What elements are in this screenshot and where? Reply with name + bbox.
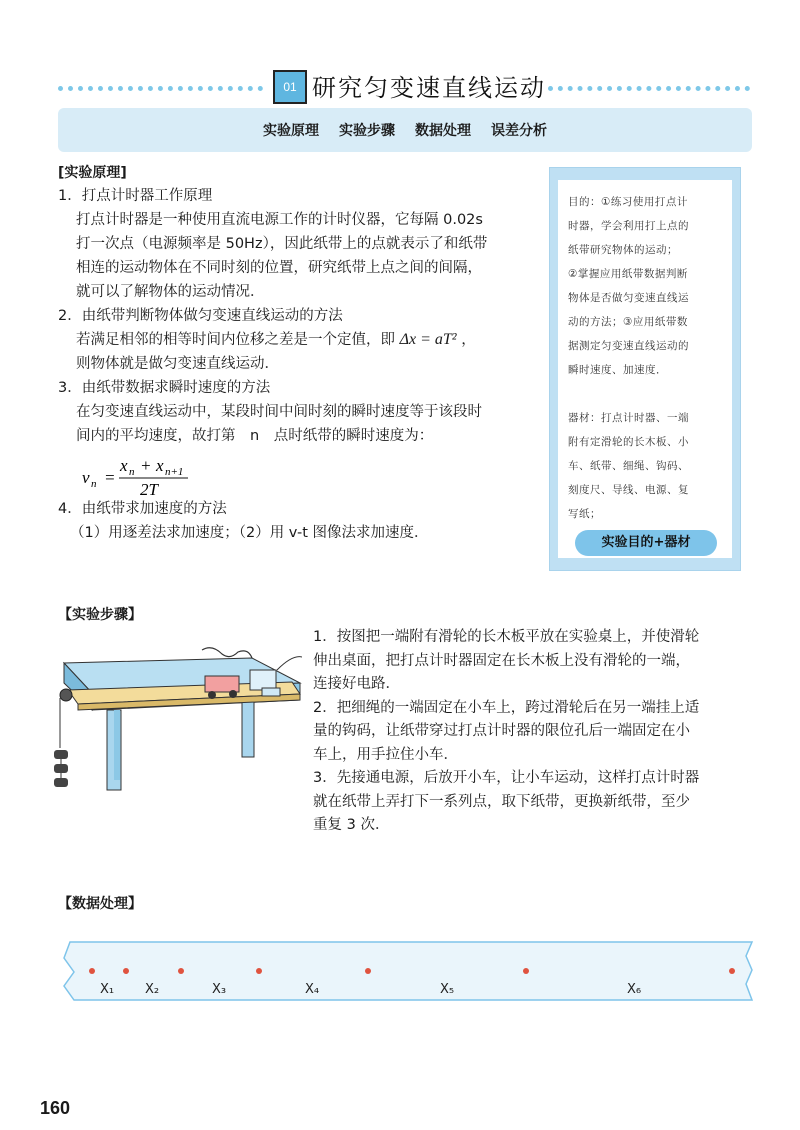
paper-tape-svg bbox=[62, 938, 758, 1006]
formula-xa: x bbox=[120, 456, 128, 475]
tape-dot bbox=[256, 968, 262, 974]
tape-dot bbox=[365, 968, 371, 974]
item2-title: 2．由纸带判断物体做匀变速直线运动的方法 bbox=[58, 308, 343, 324]
header-dotted-line-left bbox=[58, 86, 263, 91]
formula-v: v bbox=[82, 468, 90, 487]
tape-dot bbox=[729, 968, 735, 974]
side-line: 瞬时速度、加速度． bbox=[568, 364, 667, 376]
velocity-formula-svg bbox=[82, 455, 212, 499]
tape-label-x1: X₁ bbox=[100, 982, 115, 997]
side-line: 据测定匀变速直线运动的 bbox=[568, 340, 689, 352]
data-heading: 【数据处理】 bbox=[58, 896, 142, 912]
side-line: 写纸； bbox=[568, 508, 601, 520]
item1-line: 就可以了解物体的运动情况． bbox=[76, 284, 265, 300]
step-line: 3．先接通电源，后放开小车，让小车运动，这样打点计时器 bbox=[313, 770, 700, 786]
svg-text:=: = bbox=[104, 468, 116, 487]
item2-line: 则物体就是做匀变速直线运动． bbox=[76, 356, 279, 372]
nav-item-steps[interactable]: 实验步骤 bbox=[339, 123, 395, 139]
item3-title: 3．由纸带数据求瞬时速度的方法 bbox=[58, 380, 271, 396]
side-line: 纸带研究物体的运动； bbox=[568, 244, 678, 256]
principle-body bbox=[58, 184, 538, 448]
side-line: 器材：打点计时器、一端 bbox=[568, 412, 689, 424]
item3-line: 间内的平均速度，故打第 n 点时纸带的瞬时速度为： bbox=[76, 428, 434, 444]
side-line: 目的：①练习使用打点计 bbox=[568, 196, 688, 208]
tape-label-x2: X₂ bbox=[145, 982, 160, 997]
tape-dot bbox=[89, 968, 95, 974]
purpose-equipment-button[interactable]: 实验目的+器材 bbox=[575, 530, 717, 556]
formula-den: 2T bbox=[140, 480, 158, 499]
formula-plus: + bbox=[140, 456, 152, 475]
tape-dot bbox=[178, 968, 184, 974]
topic-nav-bar bbox=[58, 108, 752, 152]
step-line: 2．把细绳的一端固定在小车上，跨过滑轮后在另一端挂上适 bbox=[313, 699, 700, 716]
page-number: 160 bbox=[40, 1098, 71, 1118]
step-line: 连接好电路． bbox=[313, 676, 400, 692]
nav-item-principle[interactable]: 实验原理 bbox=[263, 123, 319, 139]
item1-line: 打点计时器是一种使用直流电源工作的计时仪器，它每隔 0.02s bbox=[76, 212, 483, 228]
step-line: 重复 3 次． bbox=[313, 817, 390, 833]
side-line: 车、纸带、细绳、钩码、 bbox=[568, 460, 689, 472]
step-line: 1．按图把一端附有滑轮的长木板平放在实验桌上，并使滑轮 bbox=[313, 629, 700, 645]
tape-label-x4: X₄ bbox=[305, 982, 320, 997]
item2-suffix: ， bbox=[461, 332, 476, 348]
item2-line bbox=[58, 328, 538, 352]
apparatus-illustration bbox=[52, 638, 302, 808]
formula-v-sub: n bbox=[91, 478, 97, 490]
item2-formula: Δx = aT² bbox=[399, 331, 457, 348]
paper-tape bbox=[62, 938, 758, 1011]
formula-xb: x bbox=[156, 456, 164, 475]
side-card-text bbox=[568, 190, 724, 526]
side-line: 附有定滑轮的长木板、小 bbox=[568, 436, 689, 448]
item4-line: （1）用逐差法求加速度；（2）用 v-t 图像法求加速度． bbox=[70, 525, 429, 541]
item1-line: 相连的运动物体在不同时刻的位置，研究纸带上点之间的间隔， bbox=[76, 260, 482, 276]
item2-prefix: 若满足相邻的相等时间内位移之差是一个定值，即 bbox=[76, 332, 395, 348]
side-line: 刻度尺、导线、电源、复 bbox=[568, 484, 689, 496]
step-line: 就在纸带上弄打下一系列点，取下纸带，更换新纸带，至少 bbox=[313, 793, 690, 810]
side-line: ②掌握应用纸带数据判断 bbox=[568, 268, 688, 280]
step-line: 伸出桌面，把打点计时器固定在长木板上没有滑轮的一端， bbox=[313, 652, 690, 669]
tape-dot bbox=[123, 968, 129, 974]
tape-label-x6: X₆ bbox=[627, 982, 642, 997]
tape-label-x5: X₅ bbox=[440, 982, 455, 997]
steps-body bbox=[313, 626, 753, 838]
item3-line: 在匀变速直线运动中，某段时间中间时刻的瞬时速度等于该段时 bbox=[76, 404, 482, 420]
section-number-badge: 01 bbox=[273, 70, 307, 104]
step-line: 量的钩码，让纸带穿过打点计时器的限位孔后一端固定在小 bbox=[313, 723, 690, 739]
steps-heading: 【实验步骤】 bbox=[58, 607, 142, 623]
principle-heading: [实验原理] bbox=[58, 165, 127, 181]
formula-xa-sub: n bbox=[129, 466, 135, 478]
page-title: 研究匀变速直线运动 bbox=[312, 74, 546, 102]
side-line: 时器，学会利用打上点的 bbox=[568, 220, 689, 232]
side-line: 动的方法；③应用纸带数 bbox=[568, 316, 688, 328]
nav-item-data[interactable]: 数据处理 bbox=[415, 123, 471, 139]
item1-line: 打一次点（电源频率是 50Hz），因此纸带上的点就表示了和纸带 bbox=[76, 236, 488, 252]
step-line: 车上，用手拉住小车． bbox=[313, 746, 458, 763]
header-dotted-line-right bbox=[548, 86, 750, 91]
tape-dot bbox=[523, 968, 529, 974]
item1-title: 1．打点计时器工作原理 bbox=[58, 188, 213, 204]
side-line: 物体是否做匀变速直线运 bbox=[568, 292, 689, 304]
item4-title: 4．由纸带求加速度的方法 bbox=[58, 501, 227, 517]
side-line bbox=[568, 382, 724, 406]
tape-label-x3: X₃ bbox=[212, 982, 227, 997]
principle-body-2 bbox=[58, 497, 538, 545]
formula-xb-sub: n+1 bbox=[165, 466, 184, 478]
nav-item-error[interactable]: 误差分析 bbox=[491, 123, 547, 139]
